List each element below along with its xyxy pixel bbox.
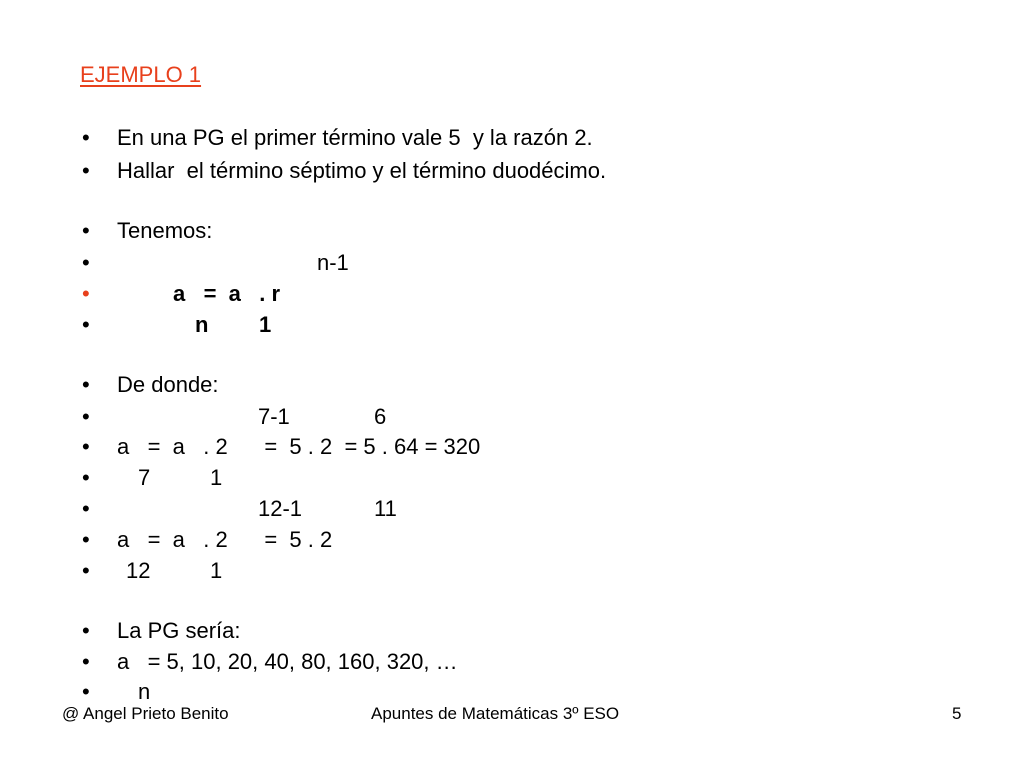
bullet-line-2 [0, 156, 607, 186]
subscript-7: 7 [138, 465, 151, 490]
footer-author: @ Angel Prieto Benito [62, 704, 229, 723]
seventh-term-calculation: a = a . 2 = 5 . 2 = 5 . 64 = 320 [117, 434, 481, 459]
subscript-n: n [138, 679, 151, 704]
bullet-line-5 [0, 279, 281, 309]
bullet-marker: • [82, 558, 90, 583]
bullet-marker: • [82, 618, 90, 643]
subscript-12: 12 [126, 558, 151, 583]
bullet-line-4 [0, 248, 349, 278]
subscript-1: 1 [210, 558, 223, 583]
exponent-6: 6 [374, 404, 387, 429]
de-donde-text: De donde: [117, 372, 219, 397]
footer-course: Apuntes de Matemáticas 3º ESO [371, 704, 620, 723]
twelfth-term-calculation: a = a . 2 = 5 . 2 [117, 527, 333, 552]
bullet-marker: • [82, 649, 90, 674]
bullet-marker-red: • [82, 281, 90, 306]
bullet-line-7 [0, 370, 219, 400]
bullet-line-13 [0, 556, 223, 586]
la-pg-text: La PG sería: [117, 618, 241, 643]
bullet-marker: • [82, 158, 90, 183]
general-term-formula: a = a . r [173, 281, 281, 306]
bullet-marker: • [82, 465, 90, 490]
bullet-marker: • [82, 372, 90, 397]
bullet-marker: • [82, 312, 90, 337]
bullet-line-8 [0, 402, 387, 432]
bullet-marker: • [82, 404, 90, 429]
sequence-terms: a = 5, 10, 20, 40, 80, 160, 320, … [117, 649, 458, 674]
exponent-12-1: 12-1 [258, 496, 303, 521]
bullet-line-3 [0, 216, 213, 246]
bullet-marker: • [82, 125, 90, 150]
bullet-marker: • [82, 527, 90, 552]
formula-subscript-n: n [195, 312, 209, 337]
bullet-line-11 [0, 494, 397, 524]
slide-title: EJEMPLO 1 [80, 62, 202, 87]
bullet-line-12 [0, 525, 333, 555]
bullet-marker: • [82, 679, 90, 704]
formula-exponent: n-1 [317, 250, 349, 275]
bullet-line-15 [0, 647, 458, 677]
bullet-line-9 [0, 432, 481, 462]
subscript-1: 1 [210, 465, 223, 490]
bullet-line-16 [0, 677, 151, 707]
footer-page-number: 5 [952, 704, 962, 723]
bullet-line-10 [0, 463, 223, 493]
formula-subscript-1: 1 [259, 312, 272, 337]
exponent-7-1: 7-1 [258, 404, 290, 429]
bullet-line-6 [0, 310, 272, 340]
bullet-line-1 [0, 123, 593, 153]
statement-text: En una PG el primer término vale 5 y la razón 2. [117, 125, 593, 150]
bullet-line-14 [0, 616, 241, 646]
bullet-marker: • [82, 434, 90, 459]
tenemos-text: Tenemos: [117, 218, 213, 243]
bullet-marker: • [82, 496, 90, 521]
bullet-marker: • [82, 250, 90, 275]
question-text: Hallar el término séptimo y el término duodécimo. [117, 158, 607, 183]
exponent-11: 11 [374, 496, 397, 521]
bullet-marker: • [82, 218, 90, 243]
